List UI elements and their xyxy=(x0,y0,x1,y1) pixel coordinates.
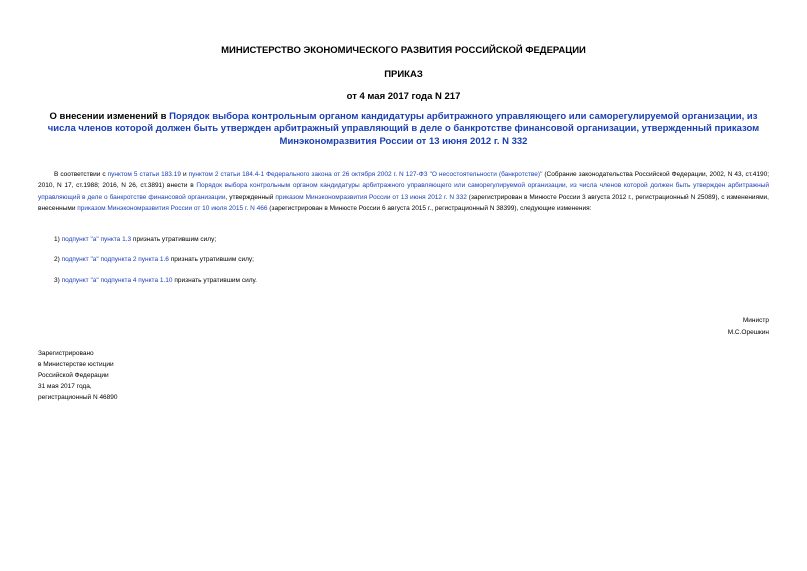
item-number: 1) xyxy=(54,236,62,243)
registration-number: регистрационный N 46890 xyxy=(38,394,118,401)
item-link[interactable]: подпункт "а" подпункта 4 пункта 1.10 xyxy=(61,277,173,284)
document-date-number: от 4 мая 2017 года N 217 xyxy=(346,91,461,102)
registration-line: в Министерстве юстиции xyxy=(38,361,114,368)
signatory-name: М.С.Орешкин xyxy=(727,329,769,336)
preamble-paragraph xyxy=(38,169,769,215)
item-number: 3) xyxy=(54,277,62,284)
item-link[interactable]: подпункт "а" подпункта 2 пункта 1.6 xyxy=(61,256,169,263)
item-link[interactable]: подпункт "а" пункта 1.3 xyxy=(61,236,132,243)
registration-date: 31 мая 2017 года, xyxy=(38,383,92,390)
link-procedure[interactable]: Порядок выбора контрольным органом кандидатуры арбитражного управляющего или саморегулируемой организации, из числа членов которой должен быть утвержден арбитражный управляющий в деле о банкротстве финансовой организации xyxy=(38,182,769,201)
link-article-183-19[interactable]: пунктом 5 статьи 183.19 xyxy=(107,171,181,178)
link-federal-law-127[interactable]: пунктом 2 статьи 184.4-1 Федерального закона от 26 октября 2002 г. N 127-ФЗ "О несостоятельности (банкротстве)" xyxy=(188,171,543,178)
link-order-466[interactable]: приказом Минэкономразвития России от 10 июля 2015 г. N 466 xyxy=(77,205,268,213)
preamble-text-4: , утвержденный xyxy=(225,193,276,201)
document-title xyxy=(38,111,769,148)
title-link[interactable]: Порядок выбора контрольным органом кандидатуры арбитражного управляющего или саморегулируемой организации, из числа членов которой должен быть утвержден арбитражный управляющий в деле о банкротстве финансовой организации, утвержденный приказом Минэкономразвития России от 13 июня 2012 г. N 332 xyxy=(47,111,760,147)
link-order-332[interactable]: приказом Минэкономразвития России от 13 июня 2012 г. N 332 xyxy=(275,193,467,201)
item-text: признать утратившим силу; xyxy=(131,236,217,243)
preamble-text-5: (зарегистрирован в Минюсте России 3 августа 2012 г., регистрационный N 25089), с изменениями, внесенными xyxy=(38,193,769,213)
preamble-text-2: и xyxy=(180,171,189,178)
signatory-position: Министр xyxy=(742,317,769,324)
preamble-text-1: В соответствии с xyxy=(54,171,108,178)
list-item xyxy=(54,276,754,286)
preamble-text-3: (Собрание законодательства Российской Федерации, 2002, N 43, ст.4190; 2010, N 17, ст.1988; 2016, N 26, ст.3891) внести в xyxy=(38,171,770,190)
item-text: признать утратившим силу. xyxy=(172,277,257,284)
ministry-name: МИНИСТЕРСТВО ЭКОНОМИЧЕСКОГО РАЗВИТИЯ РОССИЙСКОЙ ФЕДЕРАЦИИ xyxy=(221,45,586,56)
preamble-text-6: (зарегистрирован в Минюсте России 6 августа 2015 г., регистрационный N 38399), следующие изменения: xyxy=(267,205,592,213)
registration-line: Российской Федерации xyxy=(38,372,109,379)
registration-line: Зарегистрировано xyxy=(38,350,94,357)
item-text: признать утратившим силу; xyxy=(168,256,254,263)
document-type: ПРИКАЗ xyxy=(384,69,423,80)
title-prefix: О внесении изменений в xyxy=(49,111,170,122)
list-item xyxy=(54,255,754,265)
list-item xyxy=(54,235,754,245)
item-number: 2) xyxy=(54,256,62,263)
